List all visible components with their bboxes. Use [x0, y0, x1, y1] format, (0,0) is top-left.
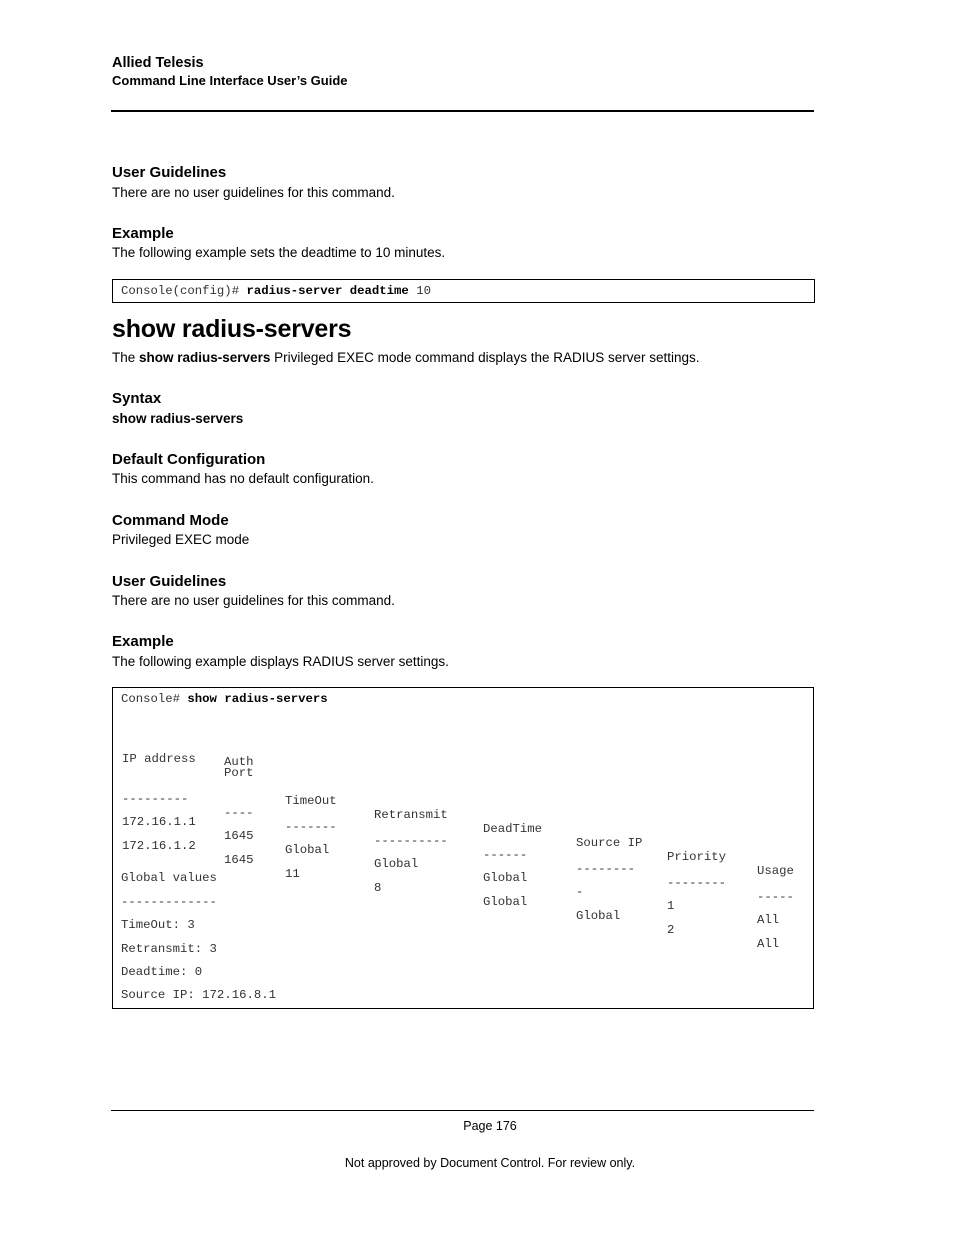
footer-rule: [111, 1110, 814, 1111]
section-title: show radius-servers: [112, 315, 352, 343]
dash: -----: [757, 890, 794, 904]
col-header-sub: Auth: [224, 755, 254, 769]
dash: ---------: [122, 792, 189, 806]
prev-example-text: The following example sets the deadtime to 10 minutes.: [112, 245, 446, 260]
code-arg: 10: [408, 284, 431, 298]
intro-command: show radius-servers: [139, 350, 271, 365]
cell: 2: [667, 923, 675, 937]
page-number: Page 176: [463, 1119, 517, 1133]
intro-pre: The: [112, 350, 140, 365]
command-mode-text: Privileged EXEC mode: [112, 532, 250, 547]
cell: Global: [285, 843, 330, 857]
col-header: Source IP: [576, 836, 643, 850]
table-row: [113, 825, 813, 965]
review-note: Not approved by Document Control. For review only.: [344, 1156, 636, 1170]
col-header: Usage: [757, 864, 794, 878]
command-mode-heading: Command Mode: [112, 512, 229, 529]
global-values-title: Global values: [121, 871, 217, 885]
default-config-heading: Default Configuration: [112, 451, 266, 468]
code-prompt: Console(config)#: [121, 284, 247, 298]
dash: ------: [483, 848, 528, 862]
global-value-line: Source IP: 172.16.8.1: [121, 988, 276, 1002]
syntax-heading: Syntax: [112, 390, 162, 407]
dash: --------: [576, 862, 636, 876]
cell: Global: [483, 895, 528, 909]
col-header: Port: [224, 766, 254, 780]
col-header: DeadTime: [483, 822, 543, 836]
dash: --------: [667, 876, 727, 890]
cell: Global: [374, 857, 419, 871]
syntax-text: show radius-servers: [112, 411, 244, 426]
prev-guidelines-text: There are no user guidelines for this command.: [112, 185, 395, 200]
col-header: Priority: [667, 850, 727, 864]
cell: All: [757, 913, 780, 927]
code-block-radius-servers: [112, 687, 814, 1009]
cell: Global: [576, 909, 621, 923]
code-block-deadtime: [112, 279, 815, 303]
dash: ----: [224, 806, 254, 820]
code2-command: show radius-servers: [187, 692, 328, 706]
prev-guidelines-heading: User Guidelines: [112, 164, 227, 181]
prev-example-heading: Example: [112, 225, 174, 242]
code-command-line: [121, 692, 328, 706]
cell: -: [576, 885, 584, 899]
intro-post: Privileged EXEC mode command displays the RADIUS server settings.: [270, 350, 700, 365]
cell: Global: [483, 871, 528, 885]
section-intro: [112, 350, 700, 365]
global-values-rule: -------------: [121, 895, 217, 909]
cell: 1645: [224, 829, 254, 843]
guide-title: Command Line Interface User’s Guide: [112, 73, 348, 88]
dash: ----------: [374, 834, 448, 848]
dash: -------: [285, 820, 337, 834]
col-header: TimeOut: [285, 794, 337, 808]
col-header: IP address: [122, 752, 196, 766]
cell: 172.16.1.1: [122, 815, 196, 829]
default-config-text: This command has no default configuration.: [112, 471, 374, 486]
cell: 1645: [224, 853, 254, 867]
guidelines-heading: User Guidelines: [112, 573, 227, 590]
global-value-line: Deadtime: 0: [121, 965, 203, 979]
cell: 1: [667, 899, 675, 913]
global-value-line: TimeOut: 3: [121, 918, 195, 932]
header-rule: [111, 110, 814, 112]
cell: All: [757, 937, 780, 951]
code2-prompt: Console#: [121, 692, 188, 706]
col-header: Retransmit: [374, 808, 448, 822]
example-text: The following example displays RADIUS server settings.: [112, 654, 449, 669]
cell: 8: [374, 881, 382, 895]
guidelines-text: There are no user guidelines for this command.: [112, 593, 395, 608]
code-command: radius-server deadtime: [246, 284, 409, 298]
cell: 11: [285, 867, 300, 881]
example-heading: Example: [112, 633, 174, 650]
company-name: Allied Telesis: [112, 55, 204, 71]
cell: 172.16.1.2: [122, 839, 196, 853]
global-value-line: Retransmit: 3: [121, 942, 217, 956]
